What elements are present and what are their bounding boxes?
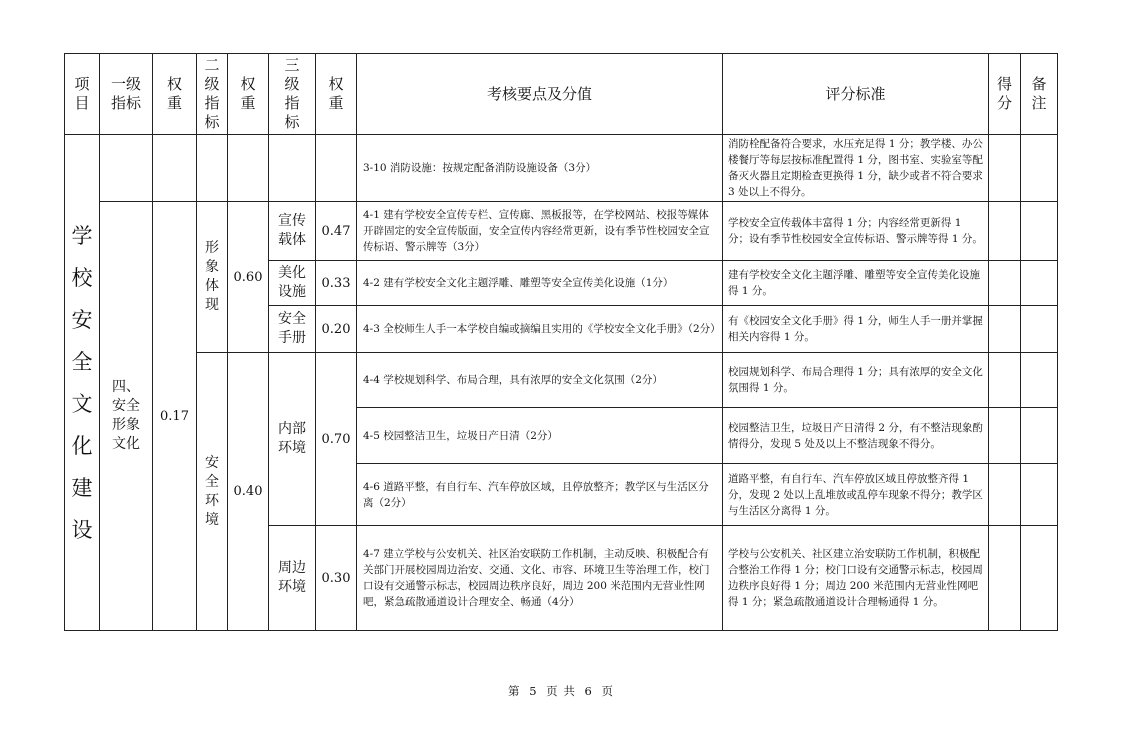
level3-cell: 周边环境	[269, 526, 316, 631]
level3-weight: 0.47	[316, 202, 357, 261]
level3-weight: 0.33	[316, 261, 357, 306]
remark-cell	[1021, 135, 1058, 202]
level3-weight: 0.30	[316, 526, 357, 631]
empty-cell	[269, 135, 316, 202]
header-standard: 评分标准	[723, 54, 989, 135]
level1-weight: 0.17	[153, 202, 197, 631]
header-weight1: 权重	[153, 54, 197, 135]
points-cell: 4-4 学校规划科学、布局合理，具有浓厚的安全文化氛围（2分）	[357, 353, 723, 408]
level2-weight: 0.60	[228, 202, 269, 353]
points-cell: 3-10 消防设施：按规定配备消防设施设备（3分）	[357, 135, 723, 202]
header-level2: 二级指标	[197, 54, 228, 135]
empty-cell	[153, 135, 197, 202]
header-row	[65, 54, 1058, 135]
standard-cell: 建有学校安全文化主题浮雕、雕塑等安全宣传美化设施得 1 分。	[723, 261, 989, 306]
remark-cell	[1021, 202, 1058, 261]
standard-cell: 有《校园安全文化手册》得 1 分，师生人手一册并掌握相关内容得 1 分。	[723, 306, 989, 353]
level3-cell: 美化设施	[269, 261, 316, 306]
points-cell: 4-2 建有学校安全文化主题浮雕、雕塑等安全宣传美化设施（1分）	[357, 261, 723, 306]
empty-cell	[197, 135, 228, 202]
footer-prefix: 第	[508, 684, 521, 698]
footer-page-number: 5	[529, 684, 538, 698]
table-row	[65, 202, 1058, 261]
score-cell	[989, 261, 1021, 306]
level2-cell: 形象体现	[197, 202, 228, 353]
standard-cell: 校园规划科学、布局合理得 1 分；具有浓厚的安全文化氛围得 1 分。	[723, 353, 989, 408]
points-cell: 4-7 建立学校与公安机关、社区治安联防工作机制，主动反映、积极配合有关部门开展校园周边治安、交通、文化、市容、环境卫生等治理工作，校门口设有交通警示标志，校园周边秩序良好，周边 200 米范围内无营业性网吧，紧急疏散通道设计合理安全、畅通（4分）	[357, 526, 723, 631]
score-cell	[989, 464, 1021, 526]
header-weight2: 权重	[228, 54, 269, 135]
standard-cell: 校园整洁卫生，垃圾日产日清得 2 分，有不整洁现象酌情得分，发现 5 处及以上不整洁现象不得分。	[723, 408, 989, 464]
level3-weight: 0.70	[316, 353, 357, 526]
remark-cell	[1021, 408, 1058, 464]
standard-cell: 学校与公安机关、社区建立治安联防工作机制，积极配合整治工作得 1 分；校门口设有交通警示标志，校园周边秩序良好得 1 分；周边 200 米范围内无营业性网吧得 1 分；紧急疏散通道设计合理畅通得 1 分。	[723, 526, 989, 631]
level1-cell: 四、安全形象文化	[100, 202, 153, 631]
header-weight3: 权重	[316, 54, 357, 135]
footer-middle: 页 共	[546, 684, 576, 698]
empty-cell	[100, 135, 153, 202]
level2-cell: 安全环境	[197, 353, 228, 631]
header-score: 得分	[989, 54, 1021, 135]
remark-cell	[1021, 306, 1058, 353]
standard-cell: 学校安全宣传载体丰富得 1 分；内容经常更新得 1 分；设有季节性校园安全宣传标语、警示牌等得 1 分。	[723, 202, 989, 261]
score-cell	[989, 306, 1021, 353]
score-cell	[989, 408, 1021, 464]
level3-cell: 内部环境	[269, 353, 316, 526]
remark-cell	[1021, 261, 1058, 306]
header-remark: 备注	[1021, 54, 1058, 135]
header-level3: 三级指标	[269, 54, 316, 135]
empty-cell	[228, 135, 269, 202]
points-cell: 4-3 全校师生人手一本学校自编或摘编且实用的《学校安全文化手册》（2分）	[357, 306, 723, 353]
header-project: 项目	[65, 54, 100, 135]
level3-weight: 0.20	[316, 306, 357, 353]
score-cell	[989, 353, 1021, 408]
header-points: 考核要点及分值	[357, 54, 723, 135]
evaluation-table	[64, 53, 1058, 631]
level2-weight: 0.40	[228, 353, 269, 631]
project-cell: 学校安全文化建设	[65, 135, 100, 631]
table-row	[65, 135, 1058, 202]
header-level1: 一级指标	[100, 54, 153, 135]
remark-cell	[1021, 464, 1058, 526]
level3-cell: 宣传载体	[269, 202, 316, 261]
remark-cell	[1021, 526, 1058, 631]
page-footer	[0, 683, 1122, 699]
score-cell	[989, 135, 1021, 202]
level3-cell: 安全手册	[269, 306, 316, 353]
footer-total-pages: 6	[584, 684, 593, 698]
empty-cell	[316, 135, 357, 202]
table-row	[65, 353, 1058, 408]
remark-cell	[1021, 353, 1058, 408]
points-cell: 4-5 校园整洁卫生，垃圾日产日清（2分）	[357, 408, 723, 464]
score-cell	[989, 526, 1021, 631]
standard-cell: 道路平整，有自行车、汽车停放区域且停放整齐得 1 分，发现 2 处以上乱堆放或乱停车现象不得分；教学区与生活区分离得 1 分。	[723, 464, 989, 526]
points-cell: 4-6 道路平整，有自行车、汽车停放区域，且停放整齐；教学区与生活区分离（2分）	[357, 464, 723, 526]
points-cell: 4-1 建有学校安全宣传专栏、宣传廊、黑板报等，在学校网站、校报等媒体开辟固定的安全宣传版面，安全宣传内容经常更新，设有季节性校园安全宣传标语、警示牌等（3分）	[357, 202, 723, 261]
footer-suffix: 页	[601, 684, 614, 698]
standard-cell: 消防栓配备符合要求，水压充足得 1 分；教学楼、办公楼餐厅等每层按标准配置得 1 分，图书室、实验室等配备灭火器且定期检查更换得 1 分，缺少或者不符合要求 3 处以上不得分。	[723, 135, 989, 202]
score-cell	[989, 202, 1021, 261]
